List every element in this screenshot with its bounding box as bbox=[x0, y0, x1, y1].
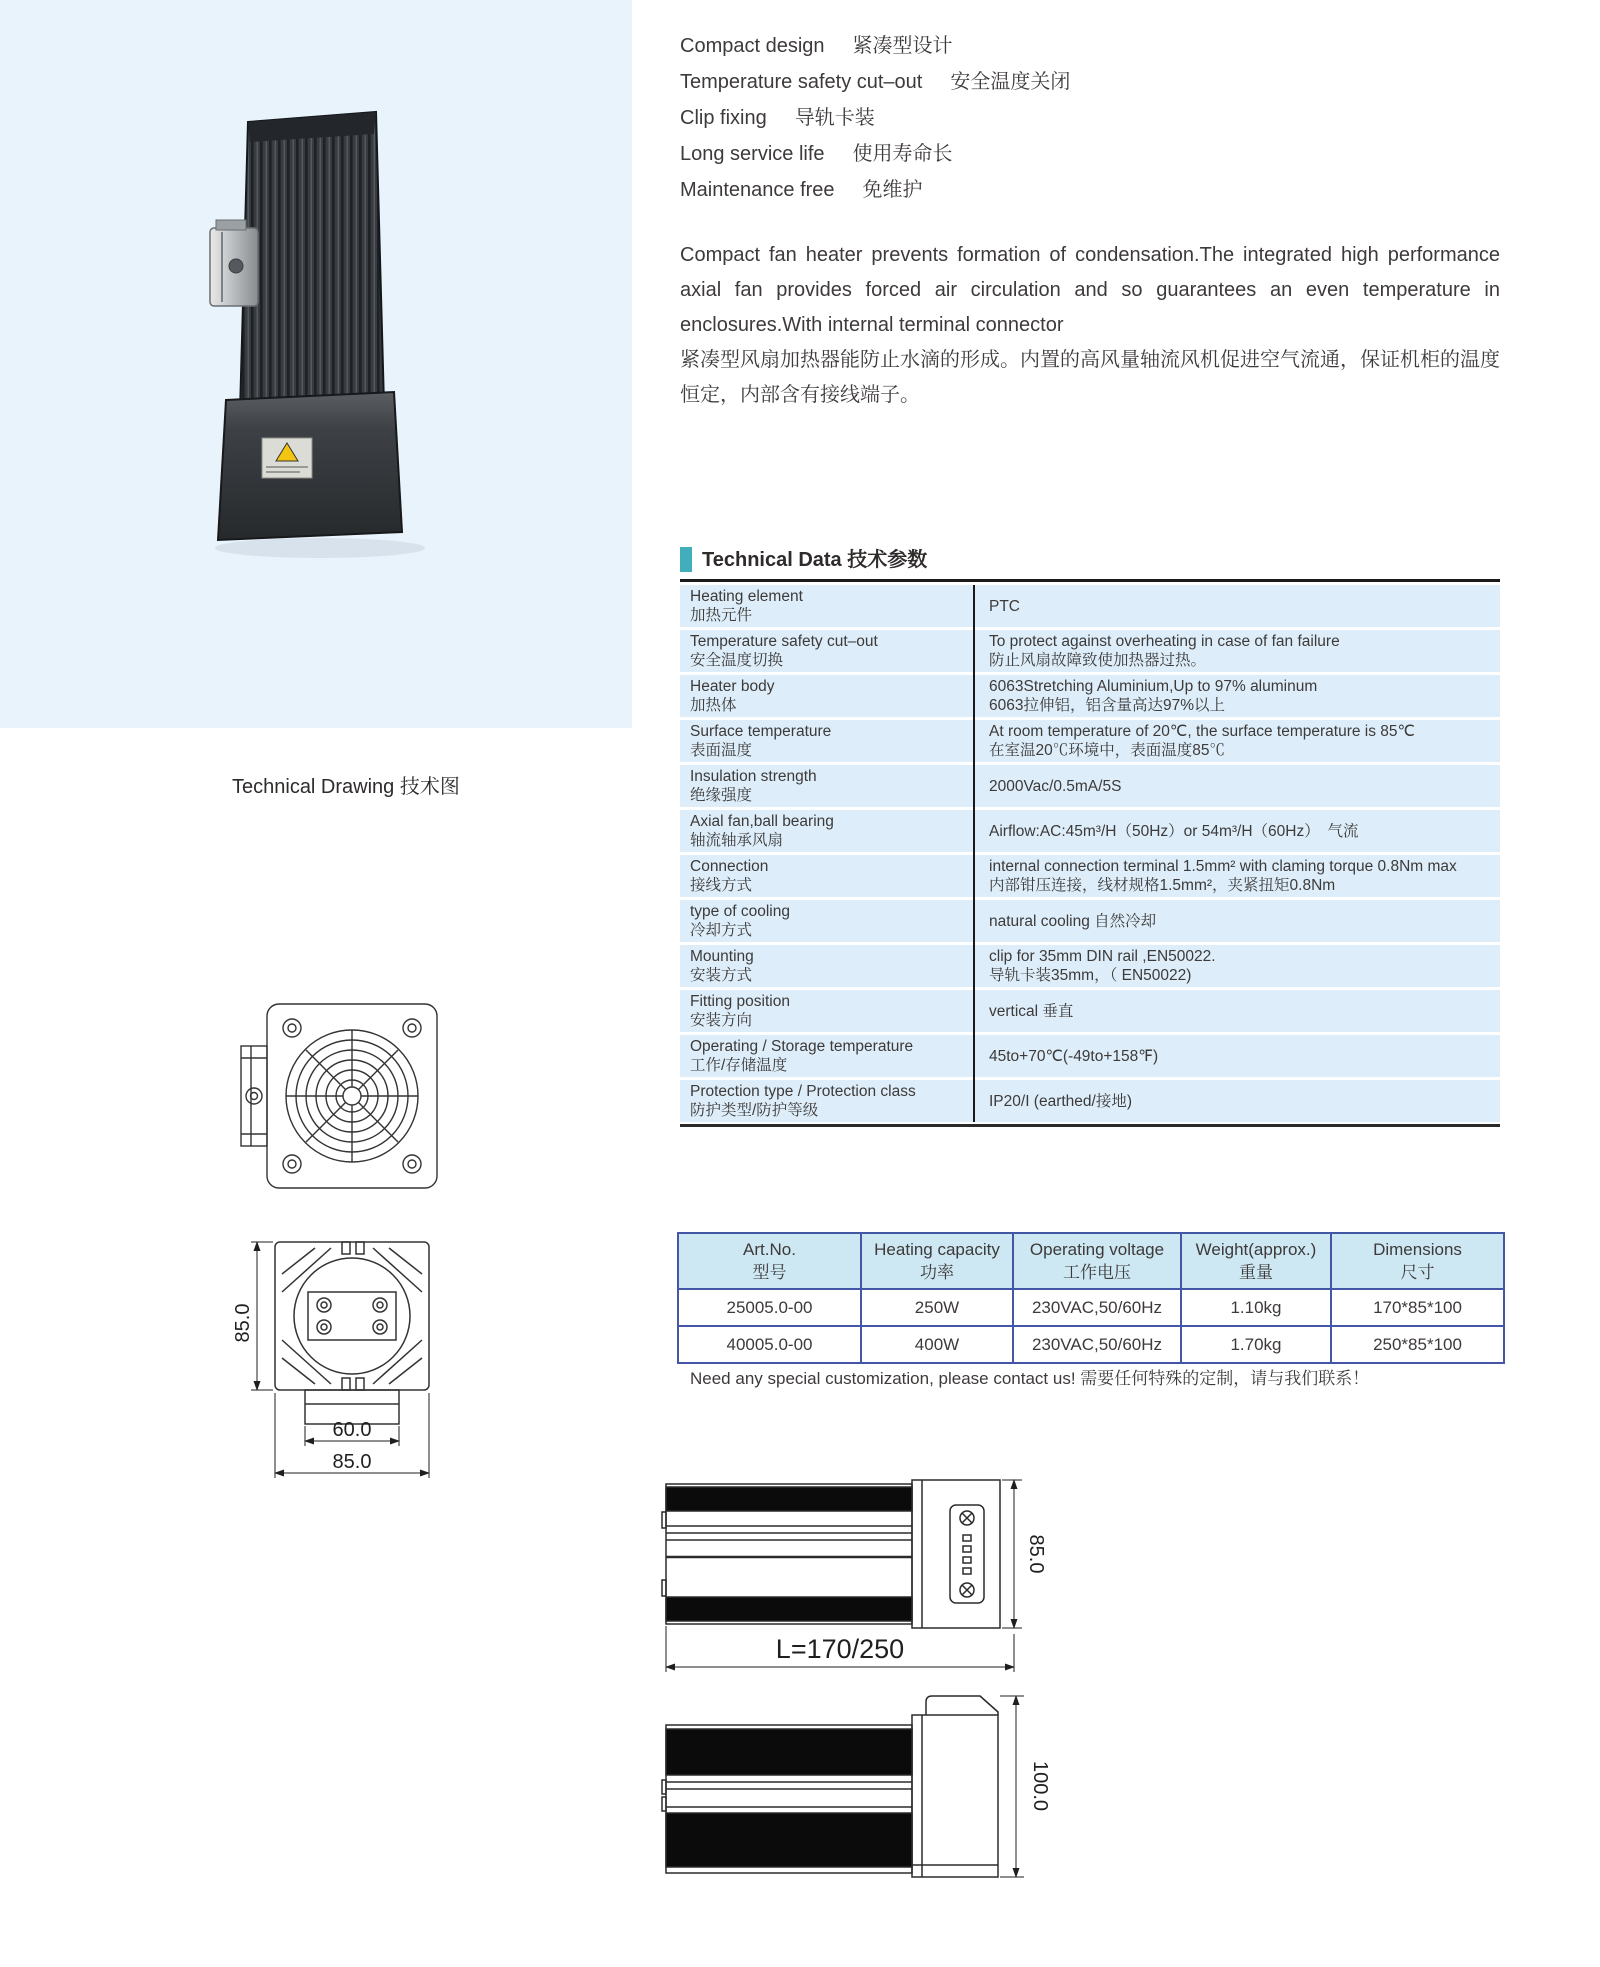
tech-row bbox=[680, 810, 1500, 852]
label-zh: 防护类型/防护等级 bbox=[690, 1102, 819, 1119]
header-zh: 尺寸 bbox=[1400, 1263, 1435, 1282]
label-en: Heating element bbox=[690, 588, 803, 605]
value-en: IP20/I (earthed/接地) bbox=[989, 1092, 1133, 1110]
spec-header-row bbox=[678, 1233, 1504, 1289]
dim-label-side-height: 85.0 bbox=[1025, 1534, 1047, 1574]
value-en: Airflow:AC:45m³/H（50Hz）or 54m³/H（60Hz） 气流 bbox=[989, 822, 1359, 840]
label-zh: 加热元件 bbox=[690, 607, 753, 624]
feature-en: Temperature safety cut–out bbox=[680, 71, 923, 93]
spec-cell-artno: 40005.0-00 bbox=[678, 1326, 861, 1363]
tech-row-label bbox=[680, 945, 973, 987]
tech-row-label bbox=[680, 855, 973, 897]
spec-cell-weight: 1.10kg bbox=[1181, 1289, 1331, 1326]
fan-front-view-drawing bbox=[238, 998, 448, 1196]
value-en: PTC bbox=[989, 597, 1020, 615]
label-zh: 安装方向 bbox=[690, 1012, 753, 1029]
tech-row bbox=[680, 945, 1500, 987]
technical-data-title: Technical Data 技术参数 bbox=[702, 549, 928, 571]
tech-row bbox=[680, 855, 1500, 897]
spec-cell-capacity: 250W bbox=[861, 1289, 1013, 1326]
tech-row-label bbox=[680, 720, 973, 762]
tech-row-value bbox=[973, 765, 1500, 807]
photo-shadow bbox=[215, 538, 425, 558]
header-zh: 功率 bbox=[920, 1263, 954, 1282]
tech-row-label bbox=[680, 810, 973, 852]
label-en: Surface temperature bbox=[690, 723, 832, 740]
dim-label-clip-width: 60.0 bbox=[332, 1419, 372, 1441]
spec-cell-weight: 1.70kg bbox=[1181, 1326, 1331, 1363]
tech-row bbox=[680, 1035, 1500, 1077]
feature-item bbox=[680, 100, 1500, 136]
label-en: Protection type / Protection class bbox=[690, 1083, 916, 1100]
tech-row-value bbox=[973, 720, 1500, 762]
spec-row bbox=[678, 1289, 1504, 1326]
label-en: Operating / Storage temperature bbox=[690, 1038, 914, 1055]
label-en: Connection bbox=[690, 858, 769, 875]
tech-row-value bbox=[973, 1035, 1500, 1077]
tech-row-value bbox=[973, 1080, 1500, 1122]
spec-header-dimensions bbox=[1331, 1233, 1504, 1289]
feature-en: Long service life bbox=[680, 143, 825, 165]
value-zh: 在室温20℃环境中，表面温度85℃ bbox=[989, 742, 1225, 759]
feature-item bbox=[680, 64, 1500, 100]
feature-item bbox=[680, 136, 1500, 172]
value-en: At room temperature of 20℃, the surface temperature is 85℃ bbox=[989, 723, 1415, 740]
tech-row-label bbox=[680, 765, 973, 807]
label-en: Heater body bbox=[690, 678, 775, 695]
tech-row-label bbox=[680, 585, 973, 627]
tech-row bbox=[680, 900, 1500, 942]
header-en: Weight(approx.) bbox=[1195, 1240, 1317, 1259]
spec-cell-voltage: 230VAC,50/60Hz bbox=[1013, 1289, 1181, 1326]
tech-row bbox=[680, 585, 1500, 627]
feature-item bbox=[680, 172, 1500, 208]
tech-row bbox=[680, 630, 1500, 672]
label-zh: 轴流轴承风扇 bbox=[690, 832, 784, 849]
feature-item bbox=[680, 28, 1500, 64]
tech-row bbox=[680, 990, 1500, 1032]
feature-zh: 使用寿命长 bbox=[852, 143, 953, 165]
spec-cell-artno: 25005.0-00 bbox=[678, 1289, 861, 1326]
value-en: internal connection terminal 1.5mm² with claming torque 0.8Nm max bbox=[989, 858, 1457, 875]
value-en: natural cooling 自然冷却 bbox=[989, 912, 1157, 930]
feature-en: Compact design bbox=[680, 35, 825, 57]
description-english: Compact fan heater prevents formation of condensation.The integrated high performance axial fan provides forced air circulation and so guarantees an even temperature in enclosures.With internal terminal connector bbox=[680, 244, 1500, 336]
tech-table-column-divider bbox=[973, 585, 975, 1122]
tech-row-value bbox=[973, 630, 1500, 672]
tech-row-label bbox=[680, 675, 973, 717]
value-zh: 防止风扇故障致使加热器过热。 bbox=[989, 652, 1207, 669]
label-en: Fitting position bbox=[690, 993, 790, 1010]
tech-row-label bbox=[680, 990, 973, 1032]
spec-header-capacity bbox=[861, 1233, 1013, 1289]
label-en: Insulation strength bbox=[690, 768, 817, 785]
fan-bottom-view-drawing bbox=[205, 1228, 515, 1486]
label-zh: 安全温度切换 bbox=[690, 652, 784, 669]
label-zh: 工作/存储温度 bbox=[690, 1057, 788, 1074]
product-description bbox=[680, 238, 1500, 413]
spec-header-voltage bbox=[1013, 1233, 1181, 1289]
value-en: clip for 35mm DIN rail ,EN50022. bbox=[989, 948, 1216, 965]
tech-row bbox=[680, 720, 1500, 762]
feature-en: Clip fixing bbox=[680, 107, 767, 129]
feature-en: Maintenance free bbox=[680, 179, 835, 201]
tech-row-label bbox=[680, 1080, 973, 1122]
value-en: To protect against overheating in case of fan failure bbox=[989, 633, 1340, 650]
heater-body bbox=[240, 112, 384, 412]
tech-row-label bbox=[680, 630, 973, 672]
tech-row-label bbox=[680, 900, 973, 942]
spec-cell-capacity: 400W bbox=[861, 1326, 1013, 1363]
spec-cell-dimensions: 250*85*100 bbox=[1331, 1326, 1504, 1363]
header-zh: 型号 bbox=[752, 1263, 787, 1282]
accent-bar bbox=[680, 547, 692, 572]
label-en: Mounting bbox=[690, 948, 754, 965]
value-en: vertical 垂直 bbox=[989, 1002, 1074, 1020]
value-en: 45to+70℃(-49to+158℉) bbox=[989, 1047, 1159, 1065]
spec-header-artno bbox=[678, 1233, 861, 1289]
label-zh: 表面温度 bbox=[690, 742, 753, 759]
product-spec-table bbox=[677, 1232, 1505, 1364]
label-en: Temperature safety cut–out bbox=[690, 633, 878, 650]
technical-data-table bbox=[680, 585, 1500, 1125]
tech-row bbox=[680, 1080, 1500, 1122]
feature-list bbox=[680, 28, 1500, 208]
header-en: Heating capacity bbox=[874, 1240, 1000, 1259]
tech-row-label bbox=[680, 1035, 973, 1077]
header-zh: 重量 bbox=[1239, 1263, 1273, 1282]
technical-data-header bbox=[680, 543, 1500, 582]
tech-row-value bbox=[973, 900, 1500, 942]
header-en: Operating voltage bbox=[1029, 1240, 1165, 1259]
header-en: Dimensions bbox=[1373, 1240, 1462, 1259]
header-zh: 工作电压 bbox=[1063, 1263, 1131, 1282]
feature-zh: 免维护 bbox=[862, 179, 923, 201]
label-zh: 安装方式 bbox=[690, 967, 753, 984]
label-zh: 绝缘强度 bbox=[690, 787, 753, 804]
dim-label-side-depth: 100.0 bbox=[1029, 1760, 1051, 1812]
value-zh: 6063拉伸铝，铝含量高达97%以上 bbox=[989, 697, 1226, 714]
din-clip-tab bbox=[216, 220, 246, 230]
label-en: type of cooling bbox=[690, 903, 790, 920]
value-en: 2000Vac/0.5mA/5S bbox=[989, 777, 1122, 795]
tech-row-value bbox=[973, 810, 1500, 852]
tech-row-value bbox=[973, 990, 1500, 1032]
label-en: Axial fan,ball bearing bbox=[690, 813, 834, 830]
feature-zh: 紧凑型设计 bbox=[852, 35, 953, 57]
side-view-length-drawing bbox=[650, 1460, 1070, 1692]
spec-cell-voltage: 230VAC,50/60Hz bbox=[1013, 1326, 1181, 1363]
spec-header-weight bbox=[1181, 1233, 1331, 1289]
side-view-depth-drawing bbox=[650, 1685, 1070, 1960]
tech-row-value bbox=[973, 585, 1500, 627]
header-en: Art.No. bbox=[743, 1240, 796, 1259]
spec-row bbox=[678, 1326, 1504, 1363]
tech-row bbox=[680, 675, 1500, 717]
feature-zh: 导轨卡装 bbox=[794, 107, 875, 129]
dim-label-front-width: 85.0 bbox=[332, 1451, 372, 1473]
spec-cell-dimensions: 170*85*100 bbox=[1331, 1289, 1504, 1326]
dim-label-length: L=170/250 bbox=[775, 1634, 905, 1664]
product-photo-panel bbox=[0, 0, 632, 728]
tech-row-value bbox=[973, 855, 1500, 897]
label-zh: 冷却方式 bbox=[690, 922, 753, 939]
product-photo bbox=[170, 100, 470, 570]
feature-zh: 安全温度关闭 bbox=[950, 71, 1071, 93]
label-zh: 接线方式 bbox=[690, 877, 753, 894]
dim-label-front-height: 85.0 bbox=[232, 1303, 254, 1343]
technical-drawing-label: Technical Drawing 技术图 bbox=[232, 776, 460, 798]
value-en: 6063Stretching Aluminium,Up to 97% aluminum bbox=[989, 678, 1318, 695]
tech-row-value bbox=[973, 675, 1500, 717]
tech-row-value bbox=[973, 945, 1500, 987]
description-chinese: 紧凑型风扇加热器能防止水滴的形成。内置的高风量轴流风机促进空气流通，保证机柜的温度恒定，内部含有接线端子。 bbox=[680, 349, 1500, 406]
tech-row bbox=[680, 765, 1500, 807]
value-zh: 导轨卡装35mm，（ EN50022) bbox=[989, 967, 1192, 984]
customization-note: Need any special customization, please contact us! 需要任何特殊的定制，请与我们联系！ bbox=[690, 1369, 1370, 1388]
label-zh: 加热体 bbox=[690, 697, 737, 714]
tech-table-bottom-rule bbox=[680, 1124, 1500, 1127]
value-zh: 内部钳压连接，线材规格1.5mm²，夹紧扭矩0.8Nm bbox=[989, 877, 1336, 894]
